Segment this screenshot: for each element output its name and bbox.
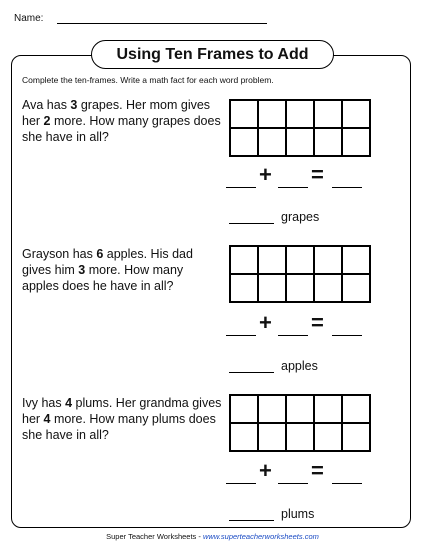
math-fact-3 <box>226 458 376 488</box>
ten-frame-cell[interactable] <box>258 128 286 156</box>
equals-sign: = <box>311 162 324 187</box>
ten-frame-cell[interactable] <box>342 100 370 128</box>
ten-frame-cell[interactable] <box>230 423 258 451</box>
ten-frame-cell[interactable] <box>230 100 258 128</box>
answer-blank[interactable] <box>229 508 274 521</box>
word-problem-1 <box>22 97 222 145</box>
problem-text: Ivy has <box>22 396 66 410</box>
instructions: Complete the ten-frames. Write a math fact for each word problem. <box>22 75 274 85</box>
problem-text: Ava has <box>22 98 71 112</box>
problem-text: more. How many apples does he have in all? <box>22 263 184 293</box>
ten-frame-3 <box>229 394 371 452</box>
ten-frame-cell[interactable] <box>230 395 258 423</box>
ten-frame-cell[interactable] <box>314 100 342 128</box>
ten-frame-cell[interactable] <box>286 274 314 302</box>
word-problem-2 <box>22 246 222 294</box>
ten-frame-cell[interactable] <box>286 423 314 451</box>
problem-text: Grayson has <box>22 247 97 261</box>
ten-frame-cell[interactable] <box>286 395 314 423</box>
ten-frame-cell[interactable] <box>286 246 314 274</box>
addend-blank[interactable] <box>278 482 308 484</box>
answer-2 <box>229 359 318 373</box>
problem-number: 3 <box>78 263 86 277</box>
addend-blank[interactable] <box>278 334 308 336</box>
ten-frame-cell[interactable] <box>314 246 342 274</box>
answer-blank[interactable] <box>229 211 274 224</box>
plus-sign: + <box>259 162 272 187</box>
ten-frame-cell[interactable] <box>230 128 258 156</box>
ten-frame-cell[interactable] <box>342 128 370 156</box>
sum-blank[interactable] <box>332 186 362 188</box>
answer-unit: plums <box>281 507 315 521</box>
problem-number: 4 <box>43 412 51 426</box>
sum-blank[interactable] <box>332 482 362 484</box>
ten-frame-cell[interactable] <box>314 128 342 156</box>
sum-blank[interactable] <box>332 334 362 336</box>
ten-frame-1 <box>229 99 371 157</box>
math-fact-2 <box>226 310 376 340</box>
ten-frame-cell[interactable] <box>230 246 258 274</box>
problem-text: more. How many grapes does she have in all? <box>22 114 221 144</box>
addend-blank[interactable] <box>226 186 256 188</box>
ten-frame-cell[interactable] <box>286 128 314 156</box>
addend-blank[interactable] <box>226 334 256 336</box>
problem-text: more. How many plums does she have in all? <box>22 412 216 442</box>
equals-sign: = <box>311 458 324 483</box>
ten-frame-cell[interactable] <box>342 274 370 302</box>
problem-number: 2 <box>43 114 51 128</box>
answer-unit: grapes <box>281 210 320 224</box>
problem-text: grapes. Her mom gives her <box>22 98 211 128</box>
ten-frame-cell[interactable] <box>286 100 314 128</box>
footer <box>0 532 425 541</box>
answer-3 <box>229 507 314 521</box>
ten-frame-cell[interactable] <box>258 423 286 451</box>
name-field <box>14 13 267 24</box>
name-label: Name: <box>14 13 44 24</box>
ten-frame-cell[interactable] <box>314 423 342 451</box>
ten-frame-cell[interactable] <box>258 274 286 302</box>
plus-sign: + <box>259 458 272 483</box>
ten-frame-cell[interactable] <box>342 246 370 274</box>
answer-unit: apples <box>281 359 318 373</box>
plus-sign: + <box>259 310 272 335</box>
ten-frame-cell[interactable] <box>342 423 370 451</box>
problem-text: plums. Her grandma gives her <box>22 396 222 426</box>
addend-blank[interactable] <box>278 186 308 188</box>
ten-frame-cell[interactable] <box>342 395 370 423</box>
footer-text: Super Teacher Worksheets - <box>106 532 203 541</box>
math-fact-1 <box>226 162 376 192</box>
problem-text: apples. His dad gives him <box>22 247 193 277</box>
ten-frame-cell[interactable] <box>258 246 286 274</box>
addend-blank[interactable] <box>226 482 256 484</box>
ten-frame-cell[interactable] <box>230 274 258 302</box>
ten-frame-cell[interactable] <box>258 395 286 423</box>
footer-link[interactable]: www.superteacherworksheets.com <box>202 532 319 541</box>
problem-number: 4 <box>65 396 73 410</box>
problem-number: 6 <box>96 247 104 261</box>
equals-sign: = <box>311 310 324 335</box>
answer-1 <box>229 210 319 224</box>
ten-frame-cell[interactable] <box>258 100 286 128</box>
word-problem-3 <box>22 395 222 443</box>
answer-blank[interactable] <box>229 360 274 373</box>
problem-number: 3 <box>70 98 78 112</box>
ten-frame-cell[interactable] <box>314 395 342 423</box>
ten-frame-2 <box>229 245 371 303</box>
name-line[interactable] <box>57 13 267 24</box>
worksheet-title: Using Ten Frames to Add <box>91 40 334 69</box>
ten-frame-cell[interactable] <box>314 274 342 302</box>
